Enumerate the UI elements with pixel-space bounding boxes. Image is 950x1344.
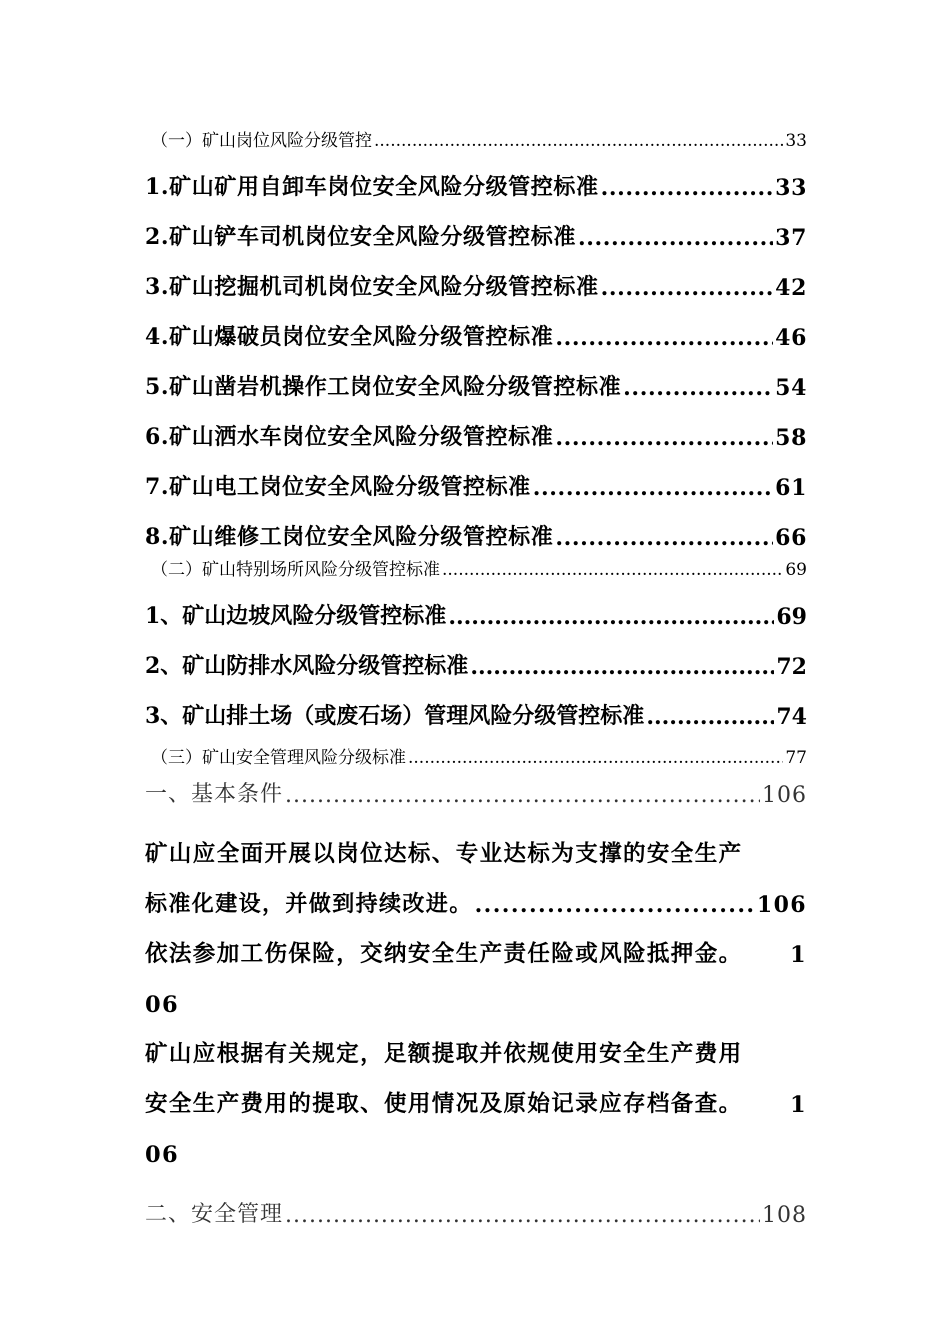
toc-page-number: 74 bbox=[776, 704, 807, 730]
toc-entry-title: 6.矿山洒水车岗位安全风险分级管控标准 bbox=[145, 424, 554, 450]
toc-entry[interactable] bbox=[145, 501, 807, 551]
toc-page-number: 58 bbox=[775, 425, 807, 451]
toc-dot-leader bbox=[285, 783, 760, 808]
toc-entry[interactable] bbox=[145, 301, 807, 351]
toc-page-number: 72 bbox=[776, 654, 807, 680]
toc-dot-leader bbox=[374, 131, 783, 151]
toc-entry[interactable] bbox=[145, 251, 807, 301]
toc-entry-title: 1.矿山矿用自卸车岗位安全风险分级管控标准 bbox=[145, 174, 599, 200]
toc-paragraph-line bbox=[145, 1068, 807, 1118]
toc-entry[interactable] bbox=[145, 580, 807, 630]
toc-section-heading[interactable] bbox=[145, 1168, 807, 1228]
toc-subsection[interactable] bbox=[145, 122, 807, 151]
paragraph-text: 矿山应全面开展以岗位达标、专业达标为支撑的安全生产 bbox=[145, 841, 743, 867]
toc-paragraph-line bbox=[145, 1018, 807, 1068]
toc-page-number: 46 bbox=[775, 325, 807, 351]
paragraph-text: 安全生产费用的提取、使用情况及原始记录应存档备查。 bbox=[145, 1091, 743, 1117]
toc-entry[interactable] bbox=[145, 451, 807, 501]
toc-page-number: 37 bbox=[775, 225, 807, 251]
toc-dot-leader bbox=[475, 892, 755, 918]
toc-dot-leader bbox=[285, 1203, 760, 1228]
toc-entry-title: （三）矿山安全管理风险分级标准 bbox=[151, 748, 406, 768]
toc-entry-title: 3、矿山排土场（或废石场）管理风险分级管控标准 bbox=[145, 703, 645, 729]
toc-dot-leader bbox=[601, 175, 774, 201]
toc-entry-title: （二）矿山特别场所风险分级管控标准 bbox=[151, 560, 440, 580]
toc-page-number: 06 bbox=[145, 992, 180, 1018]
toc-dot-leader bbox=[408, 748, 783, 768]
toc-paragraph-line bbox=[145, 1118, 807, 1168]
toc-entry-title: 4.矿山爆破员岗位安全风险分级管控标准 bbox=[145, 324, 554, 350]
toc-dot-leader bbox=[555, 325, 773, 351]
toc-paragraph-line bbox=[145, 968, 807, 1018]
toc-dot-leader bbox=[442, 560, 783, 580]
toc-entry-title: 一、基本条件 bbox=[145, 782, 284, 807]
toc-subsection[interactable] bbox=[145, 730, 807, 768]
toc-entry[interactable] bbox=[145, 868, 807, 918]
toc-entry[interactable] bbox=[145, 630, 807, 680]
toc-entry-title: 二、安全管理 bbox=[145, 1202, 284, 1227]
toc-page-number: 54 bbox=[775, 375, 807, 401]
toc-dot-leader bbox=[578, 225, 773, 251]
toc-entry-title: 1、矿山边坡风险分级管控标准 bbox=[145, 603, 447, 629]
toc-page-number: 42 bbox=[775, 275, 807, 301]
toc-dot-leader bbox=[601, 275, 774, 301]
toc-entry[interactable] bbox=[145, 401, 807, 451]
toc-entry-title: 标准化建设，并做到持续改进。 bbox=[145, 891, 473, 917]
toc-page-number: 69 bbox=[785, 560, 807, 580]
toc-dot-leader bbox=[470, 654, 774, 680]
toc-entry-title: 2、矿山防排水风险分级管控标准 bbox=[145, 653, 469, 679]
toc-dot-leader bbox=[448, 604, 774, 630]
table-of-contents bbox=[145, 122, 807, 1228]
paragraph-text: 矿山应根据有关规定，足额提取并依规使用安全生产费用 bbox=[145, 1041, 743, 1067]
toc-page-number: 66 bbox=[775, 525, 807, 551]
toc-page-number: 1 bbox=[789, 942, 807, 968]
toc-page-number: 06 bbox=[145, 1142, 180, 1168]
toc-page-number: 106 bbox=[756, 892, 807, 918]
toc-entry-title: 8.矿山维修工岗位安全风险分级管控标准 bbox=[145, 524, 554, 550]
toc-entry-title: 3.矿山挖掘机司机岗位安全风险分级管控标准 bbox=[145, 274, 599, 300]
toc-entry[interactable] bbox=[145, 151, 807, 201]
toc-paragraph-line bbox=[145, 918, 807, 968]
toc-page-number: 1 bbox=[789, 1092, 807, 1118]
toc-dot-leader bbox=[646, 704, 774, 730]
toc-page-number: 69 bbox=[776, 604, 807, 630]
paragraph-text: 依法参加工伤保险，交纳安全生产责任险或风险抵押金。 bbox=[145, 941, 743, 967]
toc-paragraph-line bbox=[145, 808, 807, 868]
toc-subsection[interactable] bbox=[145, 551, 807, 580]
toc-entry-title: （一）矿山岗位风险分级管控 bbox=[151, 131, 372, 151]
toc-page-number: 61 bbox=[775, 475, 807, 501]
toc-page-number: 33 bbox=[775, 175, 807, 201]
toc-dot-leader bbox=[555, 525, 773, 551]
toc-page-number: 108 bbox=[762, 1203, 807, 1228]
toc-entry[interactable] bbox=[145, 351, 807, 401]
toc-entry-title: 5.矿山凿岩机操作工岗位安全风险分级管控标准 bbox=[145, 374, 622, 400]
toc-page-number: 33 bbox=[785, 131, 807, 151]
toc-page-number: 77 bbox=[785, 748, 807, 768]
toc-dot-leader bbox=[533, 475, 773, 501]
toc-page-number: 106 bbox=[762, 783, 807, 808]
toc-entry[interactable] bbox=[145, 201, 807, 251]
toc-dot-leader bbox=[555, 425, 773, 451]
toc-entry[interactable] bbox=[145, 680, 807, 730]
toc-section-heading[interactable] bbox=[145, 768, 807, 808]
toc-dot-leader bbox=[623, 375, 773, 401]
toc-entry-title: 2.矿山铲车司机岗位安全风险分级管控标准 bbox=[145, 224, 576, 250]
toc-entry-title: 7.矿山电工岗位安全风险分级管控标准 bbox=[145, 474, 531, 500]
